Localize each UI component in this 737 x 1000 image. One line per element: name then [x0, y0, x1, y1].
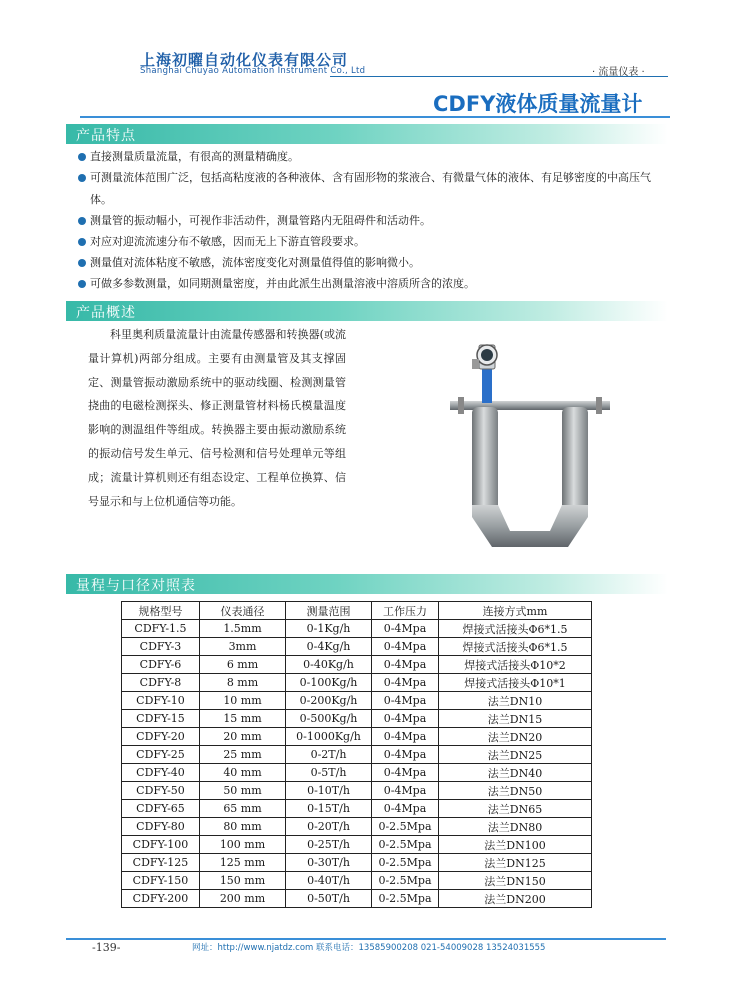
section-title-table: 量程与口径对照表: [76, 578, 196, 594]
feature-item: [90, 273, 475, 295]
table-cell: CDFY-3: [122, 638, 200, 656]
table-cell: 法兰DN100: [439, 836, 592, 854]
bullet-icon: [78, 174, 86, 182]
table-row: [122, 710, 592, 728]
footer-divider: [66, 938, 666, 940]
table-cell: 80 mm: [200, 818, 286, 836]
table-cell: 0-10T/h: [286, 782, 372, 800]
section-bar-features: [66, 124, 668, 144]
feature-item: [90, 210, 431, 232]
table-cell: 6 mm: [200, 656, 286, 674]
table-cell: 0-2.5Mpa: [372, 872, 439, 890]
header-model: 规格型号: [122, 602, 200, 620]
table-cell: CDFY-20: [122, 728, 200, 746]
table-cell: 8 mm: [200, 674, 286, 692]
page-number: -139-: [92, 941, 121, 954]
feature-text: 测量管的振动幅小，可视作非活动件，测量管路内无阻碍件和活动件。: [90, 214, 431, 227]
table-cell: 焊接式活接头Φ10*1: [439, 674, 592, 692]
feature-text: 测量值对流体粘度不敏感，流体密度变化对测量值得值的影响微小。: [90, 256, 420, 269]
table-cell: 0-500Kg/h: [286, 710, 372, 728]
table-cell: 0-1000Kg/h: [286, 728, 372, 746]
table-cell: 0-2.5Mpa: [372, 854, 439, 872]
table-row: [122, 800, 592, 818]
bullet-icon: [78, 280, 86, 288]
feature-item: [90, 252, 420, 274]
table-cell: 法兰DN15: [439, 710, 592, 728]
table-cell: 0-20T/h: [286, 818, 372, 836]
table-row: [122, 638, 592, 656]
table-cell: 0-200Kg/h: [286, 692, 372, 710]
section-title-features: 产品特点: [76, 128, 136, 144]
table-cell: CDFY-8: [122, 674, 200, 692]
table-cell: CDFY-200: [122, 890, 200, 908]
table-cell: CDFY-25: [122, 746, 200, 764]
table-cell: 40 mm: [200, 764, 286, 782]
table-cell: 50 mm: [200, 782, 286, 800]
table-row: [122, 692, 592, 710]
table-cell: 100 mm: [200, 836, 286, 854]
table-cell: 0-5T/h: [286, 764, 372, 782]
table-cell: 0-2.5Mpa: [372, 836, 439, 854]
table-cell: 0-2T/h: [286, 746, 372, 764]
table-cell: 法兰DN80: [439, 818, 592, 836]
table-cell: 法兰DN25: [439, 746, 592, 764]
footer-contact: 网址：http://www.njatdz.com 联系电话：13585900208 021-54009028 13524031555: [192, 943, 546, 953]
table-cell: 焊接式活接头Φ6*1.5: [439, 620, 592, 638]
table-cell: 10 mm: [200, 692, 286, 710]
table-cell: CDFY-50: [122, 782, 200, 800]
table-cell: 150 mm: [200, 872, 286, 890]
section-title-overview: 产品概述: [76, 305, 136, 321]
table-row: [122, 890, 592, 908]
table-cell: 法兰DN50: [439, 782, 592, 800]
category-label: · 流量仪表 ·: [592, 67, 645, 78]
table-cell: 法兰DN40: [439, 764, 592, 782]
table-cell: 0-4Mpa: [372, 638, 439, 656]
table-cell: 0-4Mpa: [372, 782, 439, 800]
table-cell: 0-2.5Mpa: [372, 890, 439, 908]
table-cell: 125 mm: [200, 854, 286, 872]
table-cell: 焊接式活接头Φ6*1.5: [439, 638, 592, 656]
table-cell: 0-40Kg/h: [286, 656, 372, 674]
table-cell: CDFY-65: [122, 800, 200, 818]
feature-text: 对应对迎流流速分布不敏感，因而无上下游直管段要求。: [90, 235, 365, 248]
table-header-row: [122, 602, 592, 620]
table-cell: 法兰DN65: [439, 800, 592, 818]
table-cell: 0-4Mpa: [372, 764, 439, 782]
section-bar-table: [66, 574, 668, 594]
table-cell: 0-1Kg/h: [286, 620, 372, 638]
table-row: [122, 818, 592, 836]
table-cell: 0-25T/h: [286, 836, 372, 854]
feature-text: 直接测量质量流量，有很高的测量精确度。: [90, 150, 299, 163]
table-cell: 0-30T/h: [286, 854, 372, 872]
bullet-icon: [78, 153, 86, 161]
spec-table: [121, 601, 592, 908]
table-cell: CDFY-10: [122, 692, 200, 710]
feature-item: [90, 167, 660, 211]
table-row: [122, 728, 592, 746]
title-underline: [80, 116, 670, 118]
table-cell: CDFY-1.5: [122, 620, 200, 638]
feature-item: [90, 146, 299, 168]
table-cell: 25 mm: [200, 746, 286, 764]
table-cell: 0-4Mpa: [372, 800, 439, 818]
table-cell: 0-15T/h: [286, 800, 372, 818]
table-cell: CDFY-80: [122, 818, 200, 836]
table-cell: CDFY-6: [122, 656, 200, 674]
section-bar-overview: [66, 301, 668, 321]
feature-item: [90, 231, 365, 253]
table-cell: 0-4Mpa: [372, 710, 439, 728]
table-cell: 0-100Kg/h: [286, 674, 372, 692]
table-row: [122, 836, 592, 854]
table-row: [122, 656, 592, 674]
table-cell: 法兰DN10: [439, 692, 592, 710]
table-cell: 法兰DN125: [439, 854, 592, 872]
table-row: [122, 872, 592, 890]
table-cell: 0-4Mpa: [372, 728, 439, 746]
table-cell: 0-4Mpa: [372, 692, 439, 710]
table-cell: 0-4Mpa: [372, 746, 439, 764]
table-row: [122, 764, 592, 782]
table-cell: 20 mm: [200, 728, 286, 746]
table-cell: 0-2.5Mpa: [372, 818, 439, 836]
table-row: [122, 782, 592, 800]
table-cell: CDFY-15: [122, 710, 200, 728]
overview-text: 科里奥利质量流量计由流量传感器和转换器(或流量计算机)两部分组成。主要有由测量管及其支撑固定、测量管振动激励系统中的驱动线圈、检测测量管挠曲的电磁检测探头、修正测量管材料杨氏模量温度影响的测温组件等组成。转换器主要由振动激励系统的振动信号发生单元、信号检测和信号处理单元等组成；流量计算机则还有组态设定、工程单位换算、信号显示和与上位机通信等功能。: [88, 328, 346, 508]
table-cell: 65 mm: [200, 800, 286, 818]
table-cell: 法兰DN150: [439, 872, 592, 890]
company-name-cn: 上海初曜自动化仪表有限公司: [140, 51, 349, 69]
table-row: [122, 746, 592, 764]
header-pressure: 工作压力: [372, 602, 439, 620]
table-cell: 0-4Mpa: [372, 620, 439, 638]
table-cell: CDFY-125: [122, 854, 200, 872]
table-cell: CDFY-40: [122, 764, 200, 782]
table-cell: CDFY-150: [122, 872, 200, 890]
header-connection: 连接方式mm: [439, 602, 592, 620]
table-cell: 3mm: [200, 638, 286, 656]
table-cell: 200 mm: [200, 890, 286, 908]
bullet-icon: [78, 259, 86, 267]
table-cell: CDFY-100: [122, 836, 200, 854]
table-cell: 法兰DN20: [439, 728, 592, 746]
table-cell: 焊接式活接头Φ10*2: [439, 656, 592, 674]
table-row: [122, 854, 592, 872]
bullet-icon: [78, 238, 86, 246]
table-cell: 0-4Mpa: [372, 656, 439, 674]
header-range: 测量范围: [286, 602, 372, 620]
table-row: [122, 674, 592, 692]
table-cell: 0-4Mpa: [372, 674, 439, 692]
bullet-icon: [78, 217, 86, 225]
page-title: CDFY液体质量流量计: [433, 92, 643, 116]
table-cell: 1.5mm: [200, 620, 286, 638]
flowmeter-image: [450, 335, 610, 550]
table-row: [122, 620, 592, 638]
company-name-en: Shanghai Chuyao Automation Instrument Co., Ltd: [140, 66, 366, 76]
header-diameter: 仪表通径: [200, 602, 286, 620]
table-cell: 0-4Kg/h: [286, 638, 372, 656]
feature-text: 可做多参数测量，如同期测量密度，并由此派生出测量溶液中溶质所含的浓度。: [90, 277, 475, 290]
table-cell: 0-50T/h: [286, 890, 372, 908]
feature-text: 可测量流体范围广泛，包括高粘度液的各种液体、含有固形物的浆液合、有微量气体的液体、有足够密度的中高压气体。: [90, 171, 651, 206]
table-cell: 0-40T/h: [286, 872, 372, 890]
table-cell: 法兰DN200: [439, 890, 592, 908]
table-cell: 15 mm: [200, 710, 286, 728]
